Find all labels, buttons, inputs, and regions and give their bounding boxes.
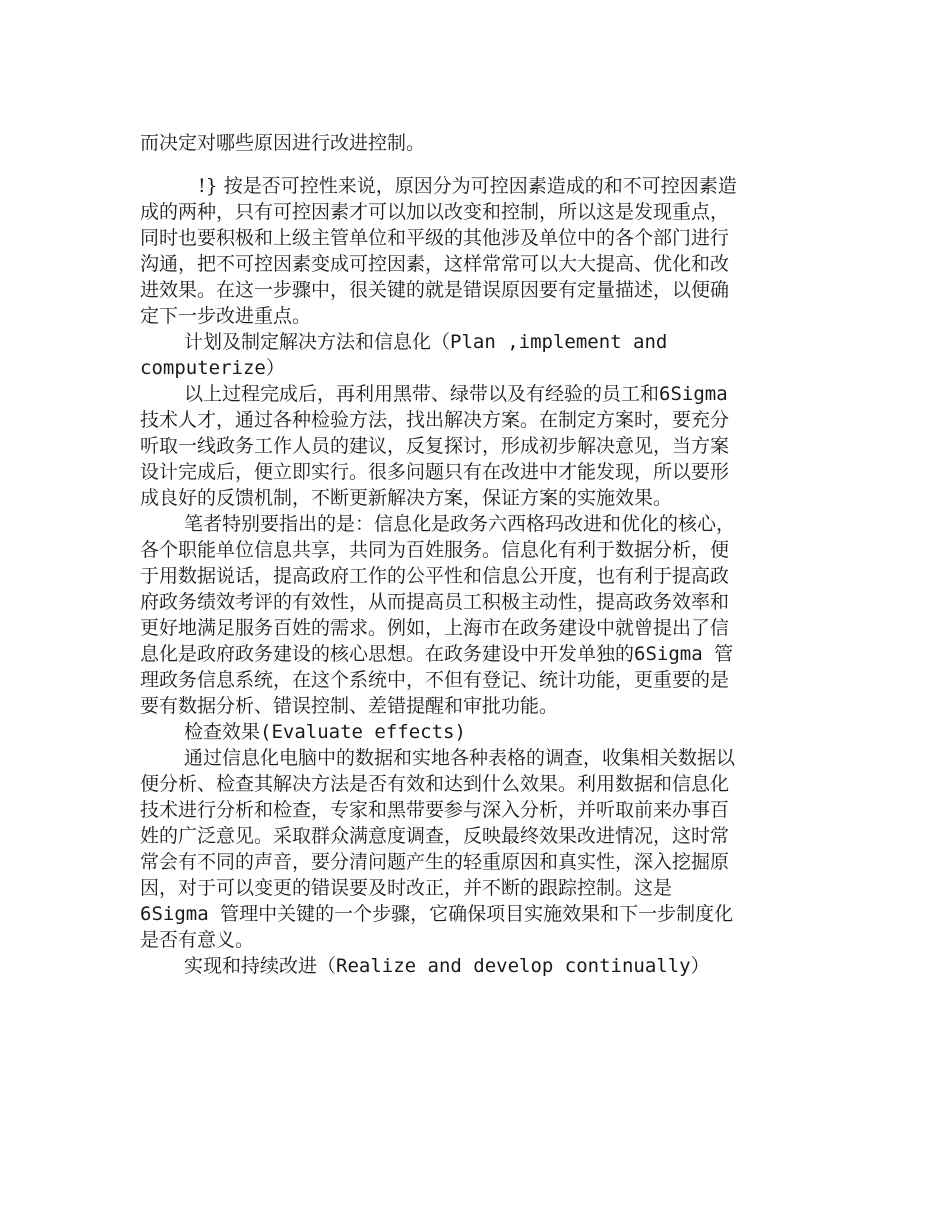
paragraph-evaluation-process: 通过信息化电脑中的数据和实地各种表格的调查，收集相关数据以便分析、检查其解决方法是否有效和达到什么效果。利用数据和信息化技术进行分析和检查，专家和黑带要参与深入分析，并听取前来办事百姓的广泛意见。采取群众满意度调查，反映最终效果改进情况，这时常常会有不同的声音，要分清问题产生的轻重原因和真实性，深入挖掘原因，对于可以变更的错误要及时改正，并不断的跟踪控制。这是6Sigma 管理中关键的一个步骤，它确保项目实施效果和下一步制度化是否有意义。: [140, 747, 736, 951]
paragraph-continuation: 而决定对哪些原因进行改进控制。: [140, 132, 426, 154]
paragraph-informatization-core: 笔者特别要指出的是：信息化是政务六西格玛改进和优化的核心，各个职能单位信息共享，共同为百姓服务。信息化有利于数据分析，便于用数据说话，提高政府工作的公平性和信息公开度，也有利于提高政府政务绩效考评的有效性，从而提高员工积极主动性，提高政务效率和更好地满足服务百姓的需求。例如，上海市在政务建设中就曾提出了信息化是政府政务建设的核心思想。在政务建设中开发单独的6Sigma 管理政务信息系统，在这个系统中，不但有登记、统计功能，更重要的是要有数据分析、错误控制、差错提醒和审批功能。: [140, 513, 736, 717]
section-heading-evaluate-effects: 检查效果(Evaluate effects): [184, 721, 466, 743]
document-body: [140, 130, 740, 979]
section-heading-realize-develop: 实现和持续改进（Realize and develop continually）: [184, 955, 710, 977]
section-heading-plan-implement: 计划及制定解决方法和信息化（Plan ,implement and computerize）: [140, 331, 668, 379]
paragraph-solution-design: 以上过程完成后，再利用黑带、绿带以及有经验的员工和6Sigma 技术人才，通过各种检验方法，找出解决方案。在制定方案时，要充分听取一线政务工作人员的建议，反复探讨，形成初步解决意见，当方案设计完成后，便立即实行。很多问题只有在改进中才能发现，所以要形成良好的反馈机制，不断更新解决方案，保证方案的实施效果。: [140, 383, 730, 509]
paragraph-cause-controllability: !} 按是否可控性来说，原因分为可控因素造成的和不可控因素造成的两种，只有可控因素才可以加以改变和控制，所以这是发现重点，同时也要积极和上级主管单位和平级的其他涉及单位中的各个部门进行沟通，把不可控因素变成可控因素，这样常常可以大大提高、优化和改进效果。在这一步骤中，很关键的就是错误原因要有定量描述，以便确定下一步改进重点。: [140, 175, 737, 327]
